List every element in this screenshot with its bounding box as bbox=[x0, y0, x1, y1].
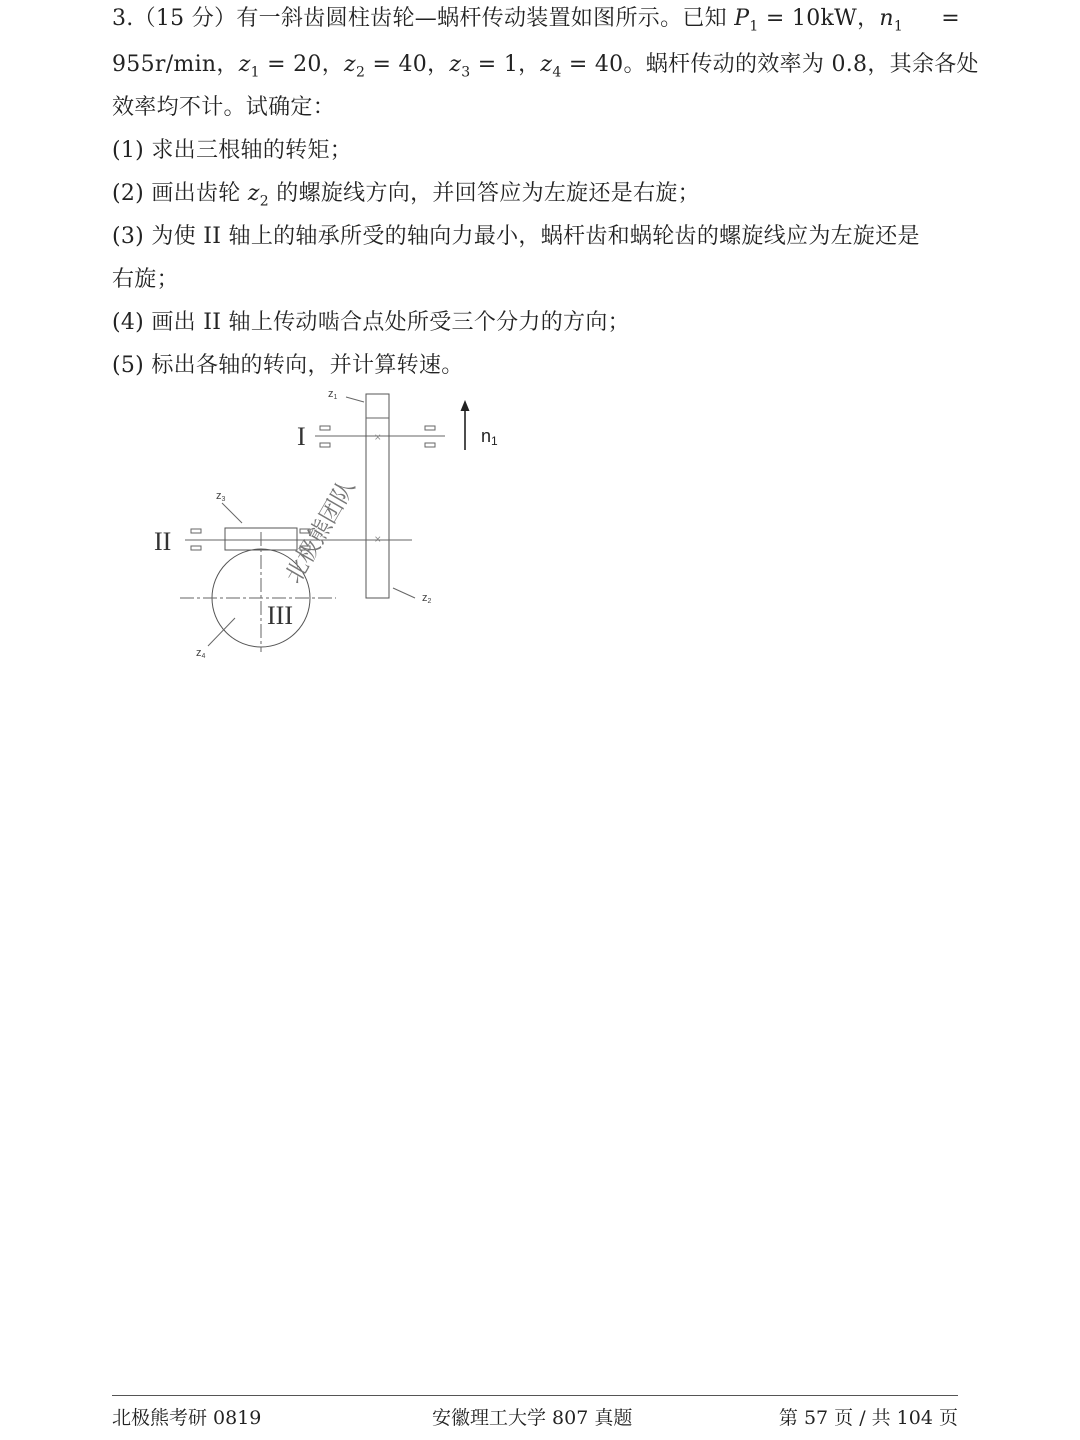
question-3-line-1: (3) 为使 II 轴上的轴承所受的轴向力最小，蜗杆齿和蜗轮齿的螺旋线应为左旋还是 bbox=[112, 224, 920, 249]
question-2-prefix: (2) 画出齿轮 bbox=[112, 181, 248, 206]
question-3-line-2: 右旋； bbox=[112, 267, 179, 292]
leader-z2 bbox=[393, 588, 415, 598]
shaft-ii-label: II bbox=[154, 527, 172, 556]
bearing-ii-left-top bbox=[191, 529, 201, 533]
problem-line-3: 效率均不计。试确定： bbox=[112, 95, 336, 120]
helical-gear-body bbox=[366, 394, 389, 598]
problem-intro: 3.（15 分）有一斜齿圆柱齿轮—蜗杆传动装置如图所示。已知 bbox=[112, 6, 735, 31]
gear-worm-diagram bbox=[150, 380, 530, 670]
footer-center: 安徽理工大学 807 真题 bbox=[432, 1407, 633, 1429]
problem-text bbox=[112, 0, 979, 387]
shaft-i-label: I bbox=[297, 422, 306, 451]
bearing-i-right-bottom bbox=[425, 443, 435, 447]
leader-z1 bbox=[346, 397, 364, 402]
question-4: (4) 画出 II 轴上传动啮合点处所受三个分力的方向； bbox=[112, 310, 630, 335]
z4-subscript: 4 bbox=[552, 64, 562, 81]
z2-subscript: 2 bbox=[355, 64, 366, 81]
question-2-subscript: 2 bbox=[259, 193, 269, 210]
speed-symbol: n bbox=[879, 6, 894, 31]
problem-line-2 bbox=[112, 43, 979, 86]
leader-z3 bbox=[222, 503, 242, 523]
shaft-iii-label: III bbox=[267, 601, 293, 630]
leader-z4 bbox=[208, 618, 235, 646]
speed-subscript: 1 bbox=[893, 18, 904, 35]
z2-symbol: z bbox=[344, 52, 356, 77]
question-2-symbol: z bbox=[247, 181, 260, 206]
label-z4: z4 bbox=[196, 647, 206, 660]
bearing-i-left-top bbox=[320, 426, 330, 430]
footer-divider bbox=[112, 1395, 958, 1396]
z4-symbol: z bbox=[540, 52, 553, 77]
watermark: 北极熊团队 bbox=[280, 475, 361, 588]
gear-center-mark-upper: × bbox=[374, 433, 382, 443]
rotation-n1-arrowhead bbox=[461, 400, 470, 411]
problem-line-1 bbox=[112, 0, 960, 40]
footer-left: 北极熊考研 0819 bbox=[112, 1407, 262, 1429]
bearing-i-left-bottom bbox=[320, 443, 330, 447]
gear-center-mark-lower: × bbox=[374, 535, 382, 545]
power-value: = 10kW， bbox=[758, 6, 880, 31]
label-z3: z3 bbox=[216, 490, 226, 503]
question-2 bbox=[112, 172, 960, 215]
label-z2: z2 bbox=[422, 592, 432, 605]
speed-equals: = bbox=[941, 6, 960, 31]
power-subscript: 1 bbox=[749, 18, 759, 35]
z3-value: = 1， bbox=[470, 52, 541, 77]
question-2-suffix: 的螺旋线方向，并回答应为左旋还是右旋； bbox=[268, 181, 700, 206]
question-1: (1) 求出三根轴的转矩； bbox=[112, 138, 353, 163]
bearing-ii-left-bottom bbox=[191, 546, 201, 550]
z1-value: = 20， bbox=[259, 52, 345, 77]
bearing-i-right-top bbox=[425, 426, 435, 430]
label-z1: z1 bbox=[328, 388, 338, 401]
z3-symbol: z bbox=[449, 52, 462, 77]
z4-value-and-efficiency: = 40。蜗杆传动的效率为 0.8，其余各处 bbox=[561, 52, 979, 77]
label-n1: n1 bbox=[481, 426, 498, 448]
z1-symbol: z bbox=[238, 52, 251, 77]
footer-page-number: 第 57 页 / 共 104 页 bbox=[778, 1407, 958, 1429]
z2-value: = 40， bbox=[365, 52, 450, 77]
power-symbol: P bbox=[734, 6, 750, 31]
z1-subscript: 1 bbox=[250, 64, 260, 81]
z3-subscript: 3 bbox=[461, 64, 471, 81]
speed-value: 955r/min， bbox=[112, 52, 239, 77]
question-5: (5) 标出各轴的转向，并计算转速。 bbox=[112, 353, 464, 378]
